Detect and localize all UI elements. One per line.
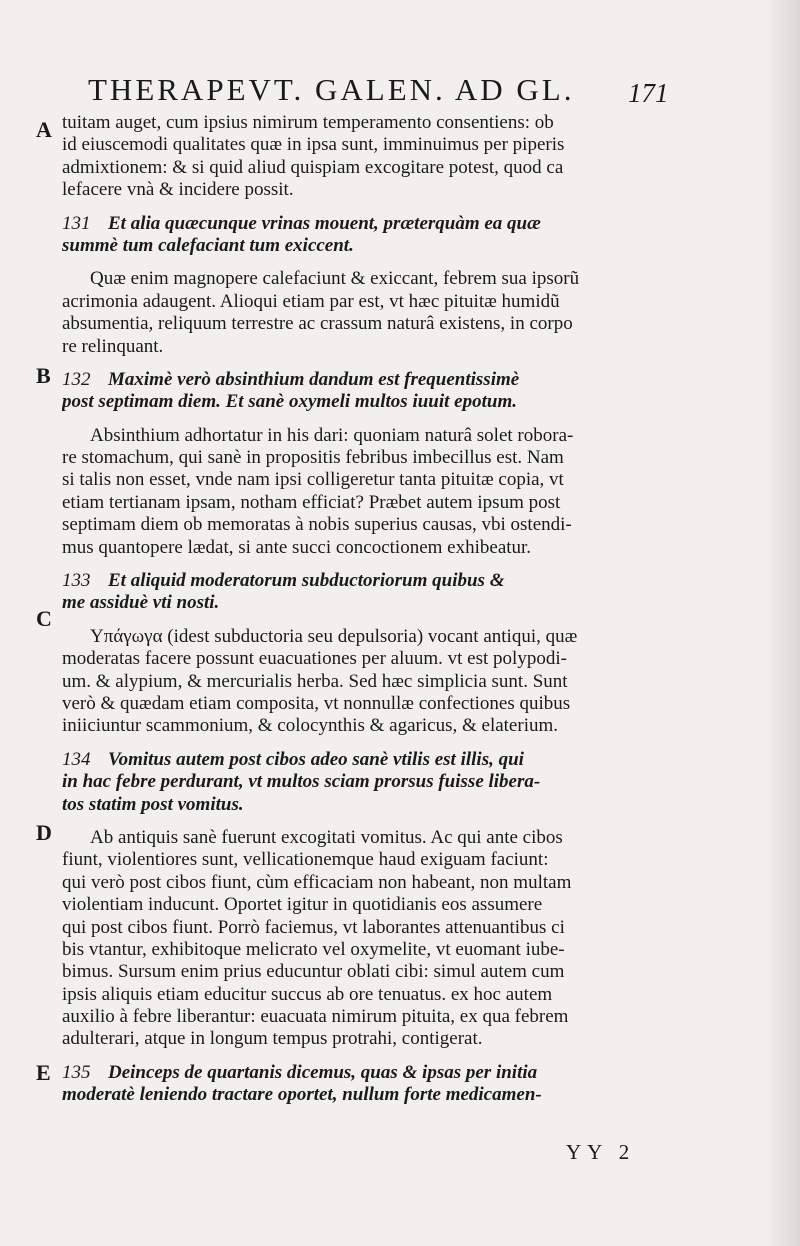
line-text: Υπάγωγα (idest subductoria seu depulsoria) vocant antiqui, quæ	[90, 625, 578, 647]
line-text: ipsis aliquis etiam educitur succus ab ore tenuatus. ex hoc autem	[62, 983, 553, 1005]
margin-letter-a: A	[36, 117, 52, 142]
commentary-line	[62, 469, 684, 491]
commentary-line	[62, 894, 684, 916]
aphorism-line	[62, 592, 684, 614]
paragraph-gap	[62, 615, 684, 626]
line-text: absumentia, reliquum terrestre ac crassum naturâ existens, in corpo	[62, 313, 573, 335]
paragraph-gap	[62, 257, 684, 268]
commentary-line	[62, 157, 684, 179]
line-text: etiam tertianam ipsam, notham efficiat? Præbet autem ipsum post	[62, 491, 561, 513]
line-text: qui verò post cibos fiunt, cùm efficaciam non habeant, non multam	[62, 871, 572, 893]
aphorism-number: 131	[62, 212, 91, 234]
signature-mark: YY 2	[566, 1140, 636, 1164]
line-text: mus quantopere lædat, si ante succi concoctionem exhibeatur.	[62, 536, 532, 558]
commentary-line	[62, 939, 684, 961]
line-text: summè tum calefaciant tum exiccent.	[62, 234, 354, 256]
line-text: Et aliquid moderatorum subductoriorum quibus &	[108, 570, 505, 592]
commentary-line	[62, 648, 684, 670]
commentary-line	[62, 447, 684, 469]
line-text: post septimam diem. Et sanè oxymeli multos iuuit epotum.	[62, 391, 517, 413]
line-text: admixtionem: & si quid aliud quispiam excogitare potest, quod ca	[62, 156, 564, 178]
aphorism-line	[62, 391, 684, 413]
paragraph-gap	[62, 559, 684, 570]
line-text: fiunt, violentiores sunt, vellicationemque haud exiguam faciunt:	[62, 849, 549, 871]
commentary-line	[62, 514, 684, 536]
commentary-line	[62, 827, 684, 849]
commentary-line	[62, 693, 684, 715]
line-text: id eiuscemodi qualitates quæ in ipsa sunt, imminuimus per piperis	[62, 134, 565, 156]
paragraph-gap	[62, 1051, 684, 1062]
commentary-line	[62, 917, 684, 939]
line-text: moderatè leniendo tractare oportet, nullum forte medicamen-	[62, 1084, 542, 1106]
commentary-line	[62, 537, 684, 559]
aphorism-line	[62, 369, 684, 391]
aphorism-line	[62, 749, 684, 771]
paragraph-gap	[62, 816, 684, 827]
commentary-line	[62, 425, 684, 447]
commentary-line	[62, 715, 684, 737]
commentary-line	[62, 626, 684, 648]
line-text: re stomachum, qui sanè in propositis febribus imbecillus est. Nam	[62, 447, 564, 469]
line-text: bimus. Sursum enim prius educuntur oblati cibi: simul autem cum	[62, 961, 565, 983]
paragraph-gap	[62, 414, 684, 425]
line-text: bis vtantur, exhibitoque melicrato vel oxymelite, vt euomant iube-	[62, 938, 565, 960]
line-text: violentiam inducunt. Oportet igitur in quotidianis eos assumere	[62, 894, 543, 916]
commentary-line	[62, 1028, 684, 1050]
aphorism-number: 134	[62, 748, 91, 770]
line-text: lefacere vnà & incidere possit.	[62, 179, 294, 201]
running-head: THERAPEVT. GALEN. AD GL.	[88, 72, 575, 107]
line-text: tos statim post vomitus.	[62, 793, 244, 815]
margin-letter-b: B	[36, 363, 51, 388]
commentary-line	[62, 313, 684, 335]
aphorism-line	[62, 235, 684, 257]
aphorism-line	[62, 794, 684, 816]
commentary-line	[62, 849, 684, 871]
line-text: re relinquant.	[62, 335, 164, 357]
line-text: um. & alypium, & mercurialis herba. Sed hæc simplicia sunt. Sunt	[62, 670, 568, 692]
commentary-line	[62, 671, 684, 693]
paragraph-gap	[62, 358, 684, 369]
margin-letter-d: D	[36, 820, 52, 845]
page-number: 171	[628, 78, 669, 108]
line-text: iniiciuntur scammonium, & colocynthis & agaricus, & elaterium.	[62, 715, 559, 737]
line-text: auxilio à febre liberantur: euacuata nimirum pituita, ex qua febrem	[62, 1006, 569, 1028]
line-text: si talis non esset, vnde nam ipsi colligeretur tanta pituitæ copia, vt	[62, 469, 564, 491]
page-edge-shadow	[766, 0, 800, 1246]
commentary-line	[62, 134, 684, 156]
line-text: qui post cibos fiunt. Porrò faciemus, vt laborantes attenuantibus ci	[62, 916, 565, 938]
commentary-line	[62, 291, 684, 313]
commentary-line	[62, 984, 684, 1006]
paragraph-gap	[62, 202, 684, 213]
line-text: adulterari, atque in longum tempus protrahi, contigerat.	[62, 1028, 483, 1050]
commentary-line	[62, 1006, 684, 1028]
margin-letter-c: C	[36, 606, 52, 631]
commentary-line	[62, 492, 684, 514]
line-text: Et alia quæcunque vrinas mouent, præterquàm ea quæ	[108, 212, 541, 234]
aphorism-line	[62, 1062, 684, 1084]
aphorism-line	[62, 213, 684, 235]
line-text: Deinceps de quartanis dicemus, quas & ipsas per initia	[108, 1061, 538, 1083]
paragraph-gap	[62, 738, 684, 749]
aphorism-number: 132	[62, 368, 91, 390]
aphorism-line	[62, 570, 684, 592]
commentary-line	[62, 961, 684, 983]
commentary-line	[62, 336, 684, 358]
line-text: Vomitus autem post cibos adeo sanè vtilis est illis, qui	[108, 748, 524, 770]
commentary-line	[62, 179, 684, 201]
line-text: septimam diem ob memoratas à nobis superius causas, vbi ostendi-	[62, 514, 572, 536]
line-text: moderatas facere possunt euacuationes per aluum. vt est polypodi-	[62, 648, 567, 670]
line-text: Ab antiquis sanè fuerunt excogitati vomitus. Ac qui ante cibos	[90, 826, 563, 848]
line-text: acrimonia adaugent. Alioqui etiam par est, vt hæc pituitæ humidũ	[62, 290, 560, 312]
aphorism-line	[62, 771, 684, 793]
aphorism-line	[62, 1084, 684, 1106]
line-text: me assiduè vti nosti.	[62, 592, 220, 614]
margin-letter-e: E	[36, 1060, 51, 1085]
line-text: Quæ enim magnopere calefaciunt & exiccant, febrem sua ipsorũ	[90, 268, 580, 290]
commentary-line	[62, 872, 684, 894]
line-text: in hac febre perdurant, vt multos sciam prorsus fuisse libera-	[62, 771, 541, 793]
commentary-line	[62, 268, 684, 290]
line-text: Maximè verò absinthium dandum est frequentissimè	[108, 368, 520, 390]
line-text: tuitam auget, cum ipsius nimirum temperamento consentiens: ob	[62, 112, 554, 133]
commentary-line	[62, 112, 684, 134]
body-text	[62, 112, 684, 1107]
line-text: Absinthium adhortatur in his dari: quoniam naturâ solet robora-	[90, 424, 574, 446]
aphorism-number: 135	[62, 1061, 91, 1083]
aphorism-number: 133	[62, 570, 91, 592]
line-text: verò & quædam etiam composita, vt nonnullæ confectiones quibus	[62, 692, 571, 714]
